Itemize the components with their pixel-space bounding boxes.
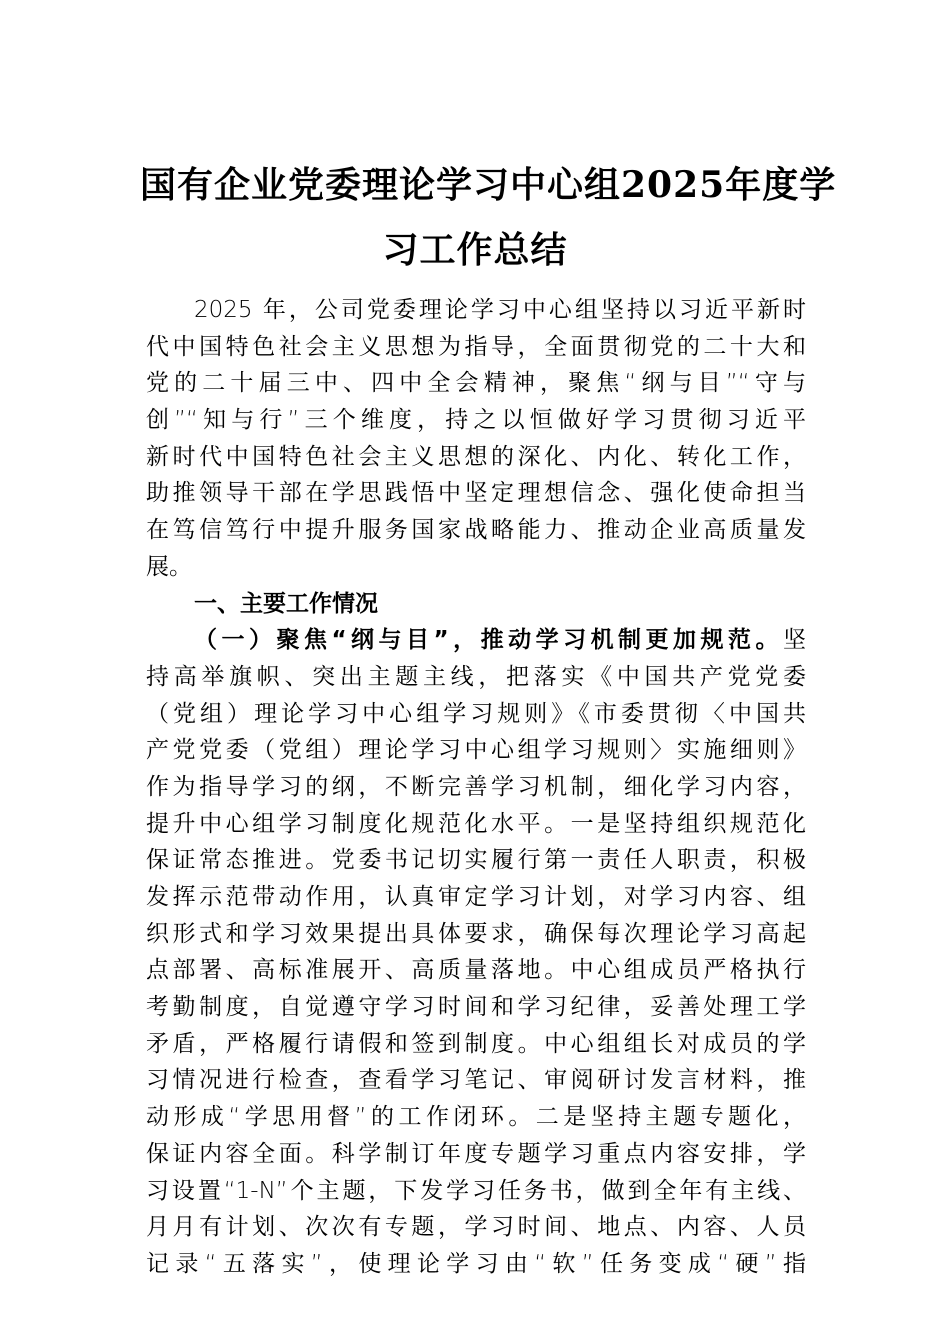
subsection-paragraph-line: 习设置“1-N”个主题，下发学习任务书，做到全年有主线、 bbox=[146, 1177, 806, 1204]
subsection-paragraph-line: （党组）理论学习中心组学习规则》《市委贯彻〈中国共 bbox=[146, 700, 806, 727]
subsection-paragraph-line: 月月有计划、次次有专题，学习时间、地点、内容、人员 bbox=[146, 1214, 806, 1241]
intro-paragraph-line: 新时代中国特色社会主义思想的深化、内化、转化工作， bbox=[146, 443, 806, 470]
intro-paragraph-line: 助推领导干部在学思践悟中坚定理想信念、强化使命担当 bbox=[146, 480, 806, 507]
subsection-paragraph-line: 点部署、高标准展开、高质量落地。中心组成员严格执行 bbox=[146, 957, 806, 984]
subsection-paragraph-line: 织形式和学习效果提出具体要求，确保每次理论学习高起 bbox=[146, 920, 806, 947]
subsection-paragraph-line: 习情况进行检查，查看学习笔记、审阅研讨发言材料，推 bbox=[146, 1067, 806, 1094]
subsection-paragraph-line: 产党党委（党组）理论学习中心组学习规则〉实施细则》 bbox=[146, 737, 806, 764]
subsection-paragraph-line: 持高举旗帜、突出主题主线，把落实《中国共产党党委 bbox=[146, 663, 806, 690]
section-heading: 一、主要工作情况 bbox=[194, 590, 378, 617]
document-title-line-1: 国有企业党委理论学习中心组2025年度学 bbox=[140, 164, 837, 206]
subsection-paragraph-line: 记录“五落实”，使理论学习由“软”任务变成“硬”指 bbox=[146, 1250, 806, 1277]
subsection-heading: （一）聚焦“纲与目”，推动学习机制更加规范。 bbox=[194, 627, 783, 654]
subsection-paragraph-line: 提升中心组学习制度化规范化水平。一是坚持组织规范化 bbox=[146, 810, 806, 837]
intro-paragraph-line: 党的二十届三中、四中全会精神，聚焦“纲与目”“守与 bbox=[146, 370, 806, 397]
subsection-paragraph-line: 发挥示范带动作用，认真审定学习计划，对学习内容、组 bbox=[146, 884, 806, 910]
subsection-heading-tail: 坚 bbox=[783, 627, 806, 654]
subsection-paragraph-line: 保证常态推进。党委书记切实履行第一责任人职责，积极 bbox=[146, 847, 806, 874]
document-title-line-2: 习工作总结 bbox=[382, 229, 568, 271]
subsection-paragraph-line: 作为指导学习的纲，不断完善学习机制，细化学习内容， bbox=[146, 773, 806, 800]
intro-paragraph-line: 展。 bbox=[146, 553, 192, 580]
subsection-paragraph-line: 动形成“学思用督”的工作闭环。二是坚持主题专题化， bbox=[146, 1104, 806, 1131]
subsection-paragraph-line: 考勤制度，自觉遵守学习时间和学习纪律，妥善处理工学 bbox=[146, 994, 806, 1021]
subsection-paragraph-line: 保证内容全面。科学制订年度专题学习重点内容安排，学 bbox=[146, 1140, 806, 1167]
subsection-paragraph-line: 矛盾，严格履行请假和签到制度。中心组组长对成员的学 bbox=[146, 1030, 806, 1057]
intro-paragraph-line: 在笃信笃行中提升服务国家战略能力、推动企业高质量发 bbox=[146, 517, 806, 544]
intro-paragraph-line: 2025 年，公司党委理论学习中心组坚持以习近平新时 bbox=[194, 297, 806, 323]
intro-paragraph-line: 代中国特色社会主义思想为指导，全面贯彻党的二十大和 bbox=[146, 333, 806, 360]
subsection-heading-line bbox=[146, 622, 806, 659]
document-body bbox=[146, 292, 806, 1283]
intro-paragraph-line: 创”“知与行”三个维度，持之以恒做好学习贯彻习近平 bbox=[146, 407, 806, 434]
